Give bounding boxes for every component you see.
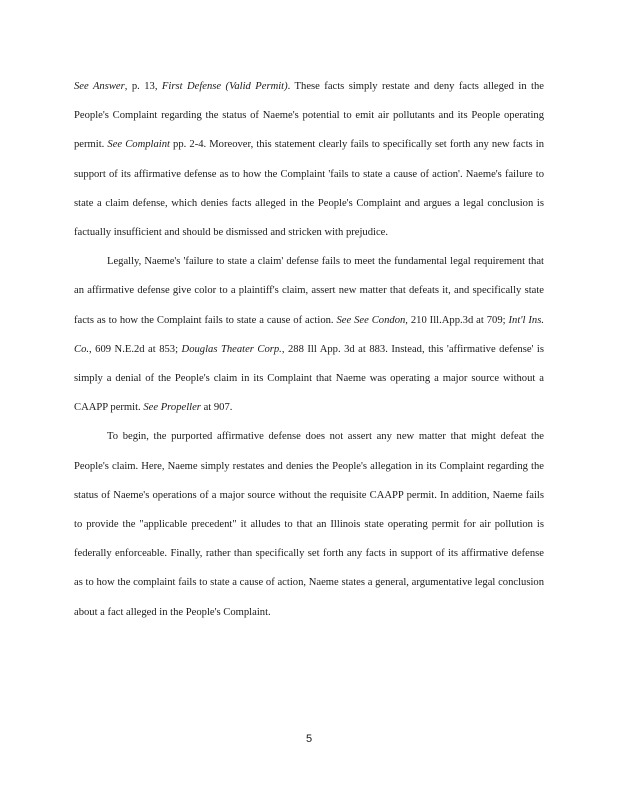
- text-segment: , p. 13,: [124, 81, 162, 92]
- text-segment: at 907.: [200, 402, 233, 414]
- body-text: [74, 72, 544, 627]
- text-segment: , 288 Ill App. 3d at 883. Instead, this 'affirmative defense' is simply a denial of the People's claim in its Complaint that Naeme was operating a major source without a CAAPP permit.: [74, 343, 544, 414]
- citation: See Complaint: [107, 139, 170, 151]
- paragraph-3: [74, 422, 544, 626]
- citation: Int'l Ins. Co.: [74, 314, 544, 355]
- text-segment: Legally, Naeme's 'failure to state a claim' defense fails to meet the fundamental legal requirement that an affirmative defense give color to a plaintiff's claim, assert new matter that defeats it, and specifically state facts as to how the Complaint fails to state a cause of action.: [74, 256, 544, 326]
- text-segment: . These facts simply restate and deny facts alleged in the People's Complaint regarding the status of Naeme's potential to emit air pollutants and its People operating permit.: [74, 81, 544, 151]
- text-segment: , 609 N.E.2d at 853;: [89, 343, 182, 355]
- citation: Douglas Theater Corp.: [181, 343, 282, 355]
- citation: See See Condon: [336, 314, 406, 326]
- citation: See Propeller: [143, 402, 201, 414]
- text-segment: To begin, the purported affirmative defense does not assert any new matter that might defeat the People's claim. Here, Naeme simply restates and denies the People's allegation in its Complaint regarding the status of Naeme's operations of a major source without the requisite CAAPP permit. In addition, Naeme fails to provide the "applicable precedent" it alludes to that an Illinois state operating permit for air pollution is federally enforceable. Finally, rather than specifically set forth any facts in support of its affirmative defense as to how the complaint fails to state a cause of action, Naeme states a general, argumentative legal conclusion about a fact alleged in the People's Complaint.: [74, 431, 544, 618]
- page-number: 5: [305, 733, 313, 745]
- citation: See Answer: [74, 81, 125, 92]
- paragraph-2: [74, 247, 544, 422]
- text-segment: pp. 2-4. Moreover, this statement clearly fails to specifically set forth any new facts in support of its affirmative defense as to how the Complaint 'fails to state a cause of action'. Naeme's failure to state a claim defense, which denies facts alleged in the People's Complaint and argues a legal conclusion is factually insufficient and should be dismissed and stricken with prejudice.: [74, 139, 544, 239]
- citation: First Defense (Valid Permit): [161, 81, 288, 92]
- paragraph-1: [74, 72, 544, 247]
- text-segment: , 210 Ill.App.3d at 709;: [405, 314, 509, 326]
